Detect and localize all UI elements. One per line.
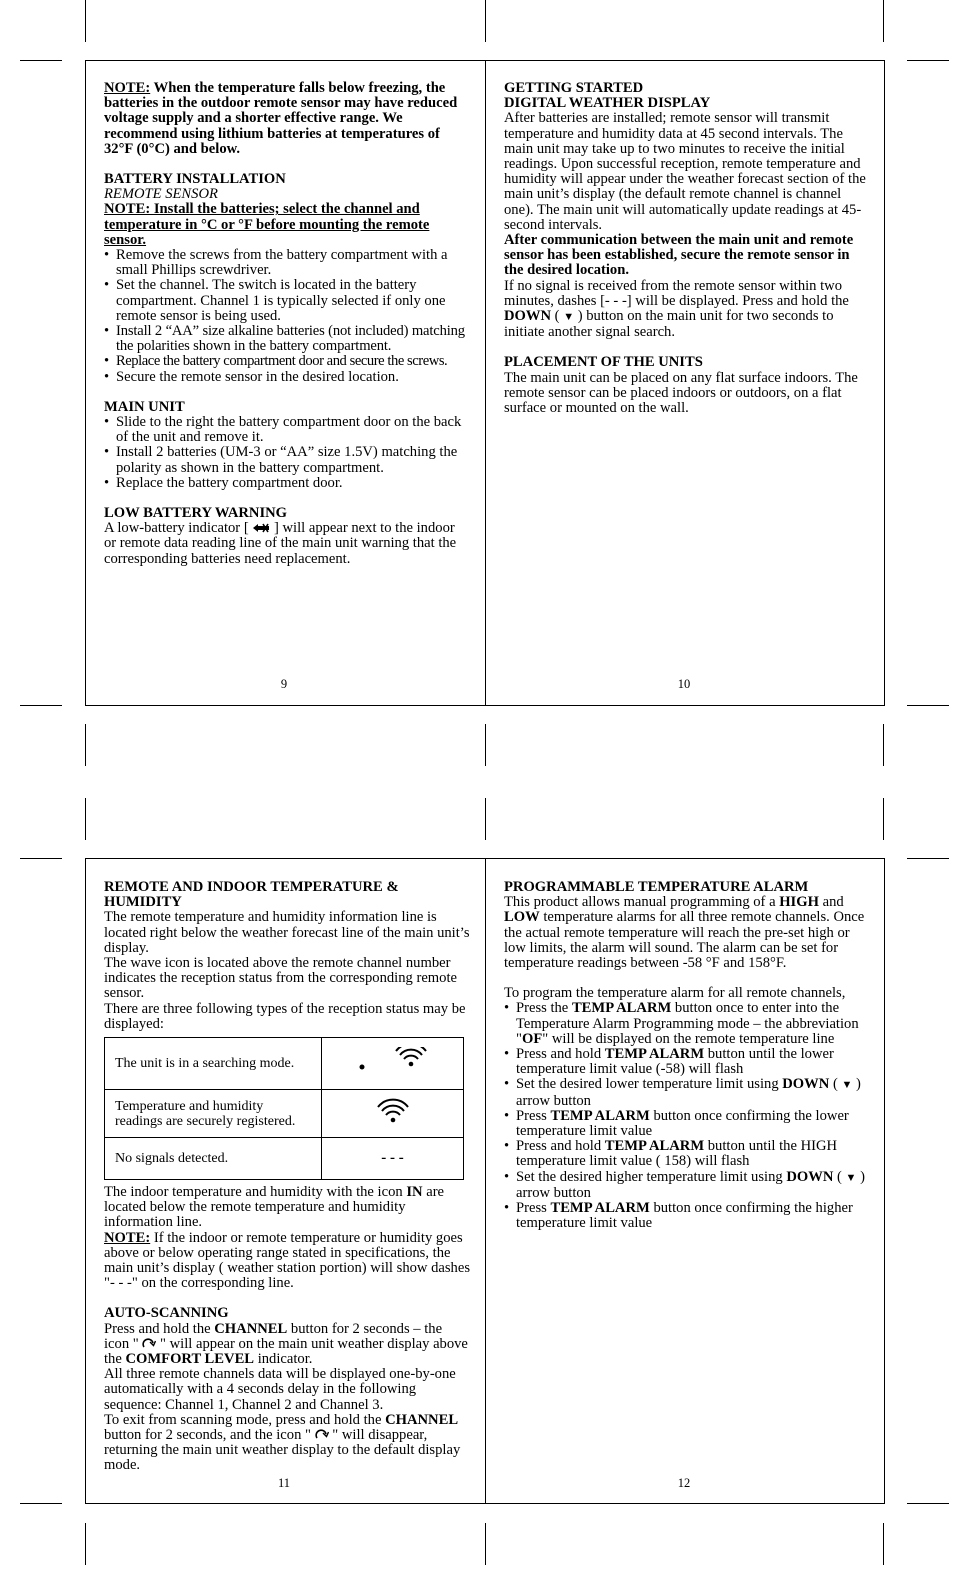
page-10 <box>504 81 870 416</box>
low-battery-icon <box>252 523 270 533</box>
status-description: Temperature and humidity readings are securely registered. <box>105 1090 322 1138</box>
table-row <box>105 1038 464 1090</box>
paragraph: To program the temperature alarm for all remote channels, <box>504 985 846 1002</box>
paragraph: After batteries are installed; remote sensor will transmit temperature and humidity data at 45 second intervals. The main unit may take up to two minutes to receive the initial readings. Upon successful reception, remote temperature and humidity will appear under the weather forecast section of the main unit’s display (the default remote channel is channel one). The main unit will automatically update readings at 45-second intervals. <box>504 110 866 233</box>
list-item: • Press TEMP ALARM button once confirming the lower temperature limit value <box>504 1109 870 1139</box>
section-heading: REMOTE AND INDOOR TEMPERATURE & HUMIDITY <box>104 879 399 911</box>
crop-mark <box>485 724 486 766</box>
down-arrow-icon: ▼ <box>563 311 575 324</box>
list-item: • Install 2 batteries (UM-3 or “AA” size 1.5V) matching the polarity as shown in the battery compartment. <box>104 445 470 475</box>
crop-mark <box>907 705 949 706</box>
note-label: NOTE: <box>104 80 151 96</box>
remote-sensor-steps <box>104 248 470 385</box>
section-heading: PLACEMENT OF THE UNITS <box>504 354 703 371</box>
page-11 <box>104 880 470 1474</box>
status-description: No signals detected. <box>105 1138 322 1180</box>
page-number: 10 <box>677 677 691 691</box>
page-number: 12 <box>677 1476 691 1490</box>
crop-mark <box>85 724 86 766</box>
crop-mark <box>20 60 62 61</box>
crop-mark <box>20 1503 62 1504</box>
crop-mark <box>20 858 62 859</box>
list-item: • Press TEMP ALARM button once confirming the higher temperature limit value <box>504 1201 870 1231</box>
main-unit-steps <box>104 415 470 491</box>
page-12 <box>504 880 870 1231</box>
crop-mark <box>907 60 949 61</box>
section-heading: DIGITAL WEATHER DISPLAY <box>504 95 711 112</box>
list-item: • Replace the battery compartment door. <box>104 476 470 491</box>
scan-arrow-icon <box>315 1428 329 1440</box>
paragraph: There are three following types of the reception status may be displayed: <box>104 1000 466 1032</box>
status-symbol-cell <box>322 1038 464 1090</box>
freezing-note: NOTE: When the temperature falls below freezing, the batteries in the outdoor remote sensor may have reduced voltage supply and a shorter effective range. We recommend using lithium batteries at temperatures of 32°F (0°C) and below. <box>104 80 458 157</box>
list-item: • Secure the remote sensor in the desired location. <box>104 370 470 385</box>
list-item: • Slide to the right the battery compartment door on the back of the unit and remove it. <box>104 415 470 445</box>
section-heading: BATTERY INSTALLATION <box>104 171 286 188</box>
crop-mark <box>85 798 86 840</box>
list-item: • Replace the battery compartment door and secure the screws. <box>104 354 470 369</box>
subsection-heading: REMOTE SENSOR <box>104 186 218 203</box>
crop-mark <box>907 1503 949 1504</box>
signal-registered-icon <box>373 1097 413 1127</box>
list-item: • Set the desired lower temperature limit using DOWN ( ▼ ) arrow button <box>504 1077 870 1108</box>
page-number: 9 <box>280 677 288 691</box>
crop-mark <box>883 798 884 840</box>
paragraph: After communication between the main unit and remote sensor has been established, secure the remote sensor in the desired location. <box>504 232 854 279</box>
paragraph: All three remote channels data will be displayed one-by-one automatically with a 4 seconds delay in the following sequence: Channel 1, Channel 2 and Channel 3. <box>104 1366 456 1413</box>
paragraph: The main unit can be placed on any flat surface indoors. The remote sensor can be placed indoors or outdoors, on a flat surface or mounted on the wall. <box>504 369 858 417</box>
crop-mark <box>485 798 486 840</box>
paragraph: To exit from scanning mode, press and hold the CHANNEL button for 2 seconds, and the icon " " will disappear, returning the main unit weather display to the default display mode. <box>104 1411 461 1474</box>
status-description: The unit is in a searching mode. <box>105 1038 322 1090</box>
scan-arrow-icon <box>142 1337 156 1349</box>
reception-status-table <box>104 1037 464 1180</box>
paragraph: If no signal is received from the remote sensor within two minutes, dashes [- - -] will be displayed. Press and hold the DOWN ( ▼ ) button on the main unit for two seconds to initiate another signal search. <box>504 277 849 341</box>
page-divider <box>485 858 486 1504</box>
section-heading: GETTING STARTED <box>504 80 644 96</box>
crop-mark <box>883 724 884 766</box>
low-battery-text: A low-battery indicator [ ] will appear next to the indoor or remote data reading line of the main unit warning that the corresponding batteries need replacement. <box>104 520 457 567</box>
crop-mark <box>883 0 884 42</box>
down-arrow-icon: ▼ <box>845 1171 857 1184</box>
paragraph: The wave icon is located above the remote channel number indicates the reception status from the corresponding remote sensor. <box>104 955 457 1002</box>
crop-mark <box>485 0 486 42</box>
section-heading: MAIN UNIT <box>104 398 185 415</box>
list-item: • Press the TEMP ALARM button once to enter into the Temperature Alarm Programming mode – the abbreviation "OF" will be displayed on the remote temperature line <box>504 1001 870 1047</box>
table-row <box>105 1138 464 1180</box>
paragraph: The indoor temperature and humidity with the icon IN are located below the remote temperature and humidity information line. <box>104 1184 445 1231</box>
page-number: 11 <box>277 1476 291 1490</box>
range-note: NOTE: If the indoor or remote temperature or humidity goes above or below operating range stated in specifications, the main unit’s display ( weather station portion) will show dashes "- - -" on the corresponding line. <box>104 1229 471 1292</box>
searching-signal-icon <box>338 1047 448 1077</box>
crop-mark <box>883 1523 884 1565</box>
list-item: • Set the channel. The switch is located in the battery compartment. Channel 1 is typically selected if only one remote sensor is being used. <box>104 278 470 324</box>
table-row <box>105 1090 464 1138</box>
crop-mark <box>85 1523 86 1565</box>
list-item: • Press and hold TEMP ALARM button until the HIGH temperature limit value ( 158) will flash <box>504 1139 870 1169</box>
paragraph: Press and hold the CHANNEL button for 2 seconds – the icon " " will appear on the main unit weather display above the COMFORT LEVEL indicator. <box>104 1320 468 1368</box>
list-item: • Install 2 “AA” size alkaline batteries (not included) matching the polarities shown in the battery compartment. <box>104 324 470 354</box>
no-signal-symbol: - - - <box>322 1138 464 1180</box>
crop-mark <box>907 858 949 859</box>
paragraph: The remote temperature and humidity information line is located right below the weather forecast line of the main unit’s display. <box>104 909 470 956</box>
crop-mark <box>85 0 86 42</box>
status-symbol-cell <box>322 1090 464 1138</box>
section-heading: AUTO-SCANNING <box>104 1305 229 1322</box>
down-arrow-icon: ▼ <box>841 1079 853 1092</box>
paragraph: This product allows manual programming of a HIGH and LOW temperature alarms for all three remote channels. Once the actual remote temperature will reach the pre-set high or low limits, the alarm will sound. The alarm can be set for temperature readings between -58 °F and 158°F. <box>504 894 865 972</box>
install-note: NOTE: Install the batteries; select the channel and temperature in °C or °F before mounting the remote sensor. <box>104 201 430 248</box>
list-item: • Press and hold TEMP ALARM button until the lower temperature limit value (-58) will flash <box>504 1047 870 1077</box>
alarm-steps <box>504 1001 870 1231</box>
crop-mark <box>20 705 62 706</box>
section-heading: PROGRAMMABLE TEMPERATURE ALARM <box>504 879 809 895</box>
list-item: • Remove the screws from the battery compartment with a small Phillips screwdriver. <box>104 248 470 278</box>
crop-mark <box>485 1523 486 1565</box>
list-item: • Set the desired higher temperature limit using DOWN ( ▼ ) arrow button <box>504 1170 870 1201</box>
section-heading: LOW BATTERY WARNING <box>104 505 288 522</box>
page-divider <box>485 60 486 706</box>
page-9 <box>104 81 470 567</box>
